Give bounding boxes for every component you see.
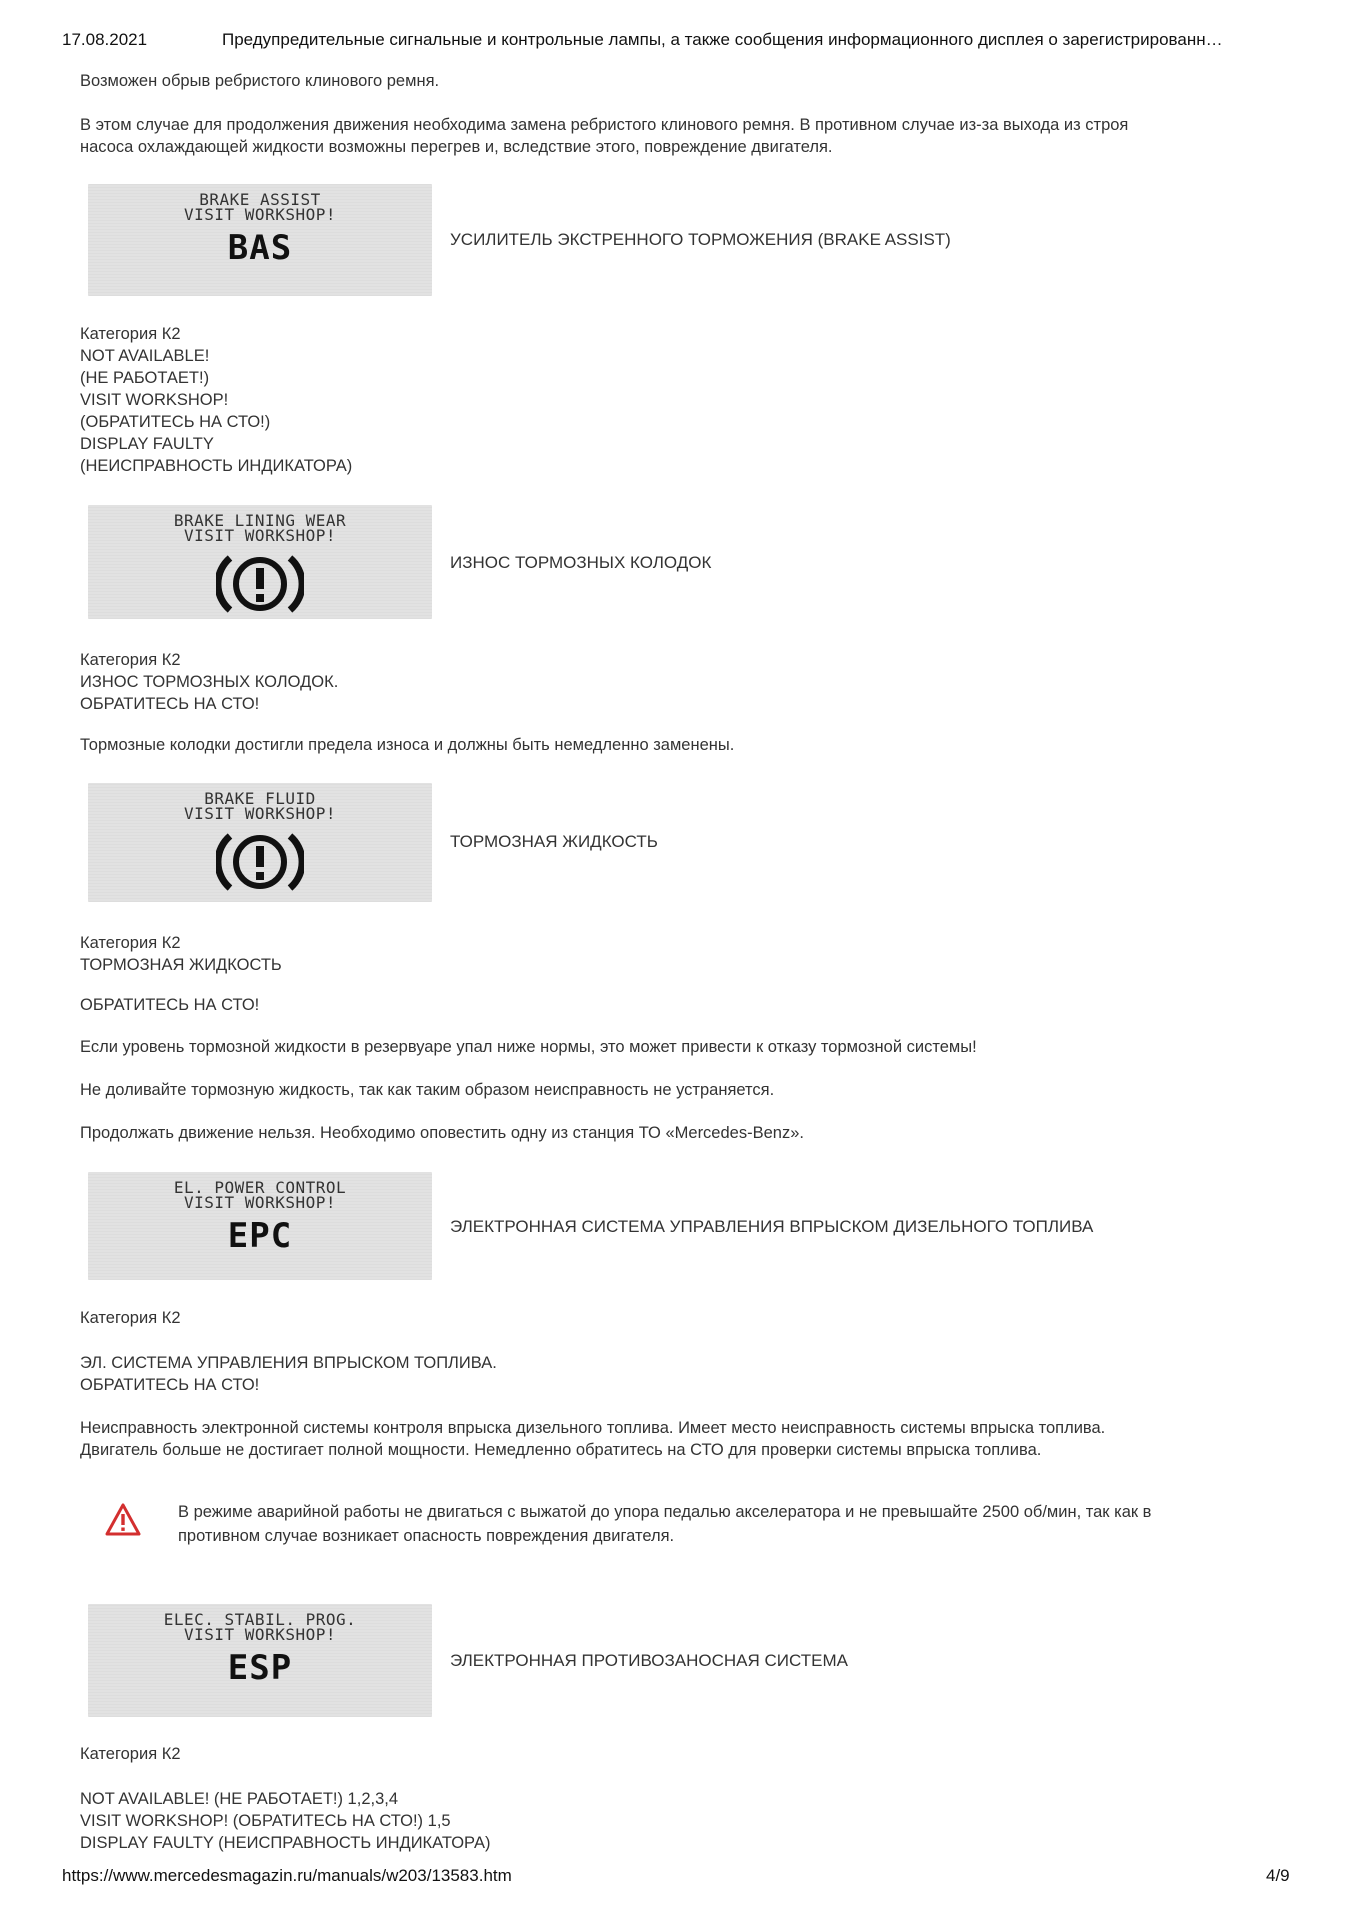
esp-detail-line: DISPLAY FAULTY (НЕИСПРАВНОСТЬ ИНДИКАТОРА) bbox=[80, 1834, 491, 1852]
bas-display-line-1: BRAKE ASSIST bbox=[199, 190, 321, 209]
fluid-detail-line: Категория К2 bbox=[80, 934, 181, 952]
intro-paragraph-2-line-2: насоса охлаждающей жидкости возможны перегрев и, вследствие этого, повреждение двигателя. bbox=[80, 138, 833, 156]
fluid-detail-line: ТОРМОЗНАЯ ЖИДКОСТЬ bbox=[80, 956, 282, 974]
esp-display-text bbox=[88, 1612, 432, 1642]
lining-detail-line: ОБРАТИТЕСЬ НА СТО! bbox=[80, 695, 260, 713]
lining-note: Тормозные колодки достигли предела износа и должны быть немедленно заменены. bbox=[80, 736, 735, 754]
brake-warning-icon bbox=[216, 549, 304, 619]
epc-caption: ЭЛЕКТРОННАЯ СИСТЕМА УПРАВЛЕНИЯ ВПРЫСКОМ ДИЗЕЛЬНОГО ТОПЛИВА bbox=[450, 1217, 1094, 1236]
lining-display-image bbox=[88, 505, 432, 619]
esp-category: Категория К2 bbox=[80, 1745, 181, 1763]
fluid-paragraph-1: ОБРАТИТЕСЬ НА СТО! bbox=[80, 996, 260, 1014]
esp-display-line-1: ELEC. STABIL. PROG. bbox=[163, 1610, 357, 1629]
epc-display-code: EPC bbox=[227, 1216, 293, 1256]
brake-warning-icon bbox=[216, 827, 304, 897]
bas-detail-line: VISIT WORKSHOP! bbox=[80, 391, 229, 409]
lining-display-text bbox=[88, 513, 432, 543]
epc-detail-line: ЭЛ. СИСТЕМА УПРАВЛЕНИЯ ВПРЫСКОМ ТОПЛИВА. bbox=[80, 1354, 497, 1372]
warning-text-line-1: В режиме аварийной работы не двигаться с выжатой до упора педалью акселератора и не превышайте 2500 об/мин, так как в bbox=[178, 1503, 1152, 1521]
bas-detail-line: Категория К2 bbox=[80, 325, 181, 343]
fluid-paragraph-4: Продолжать движение нельзя. Необходимо оповестить одну из станция ТО «Mercedes-Benz». bbox=[80, 1124, 804, 1142]
warning-text bbox=[178, 1500, 1298, 1548]
epc-display-line-2: VISIT WORKSHOP! bbox=[184, 1193, 336, 1212]
bas-detail-line: (НЕ РАБОТАЕТ!) bbox=[80, 369, 210, 387]
warning-text-line-2: противном случае возникает опасность повреждения двигателя. bbox=[178, 1527, 675, 1545]
lining-display-line-1: BRAKE LINING WEAR bbox=[173, 511, 347, 530]
epc-paragraph-line-2: Двигатель больше не достигает полной мощности. Немедленно обратитесь на СТО для проверки системы впрыска топлива. bbox=[80, 1441, 1042, 1459]
fluid-details bbox=[80, 932, 282, 976]
bas-detail-line: DISPLAY FAULTY bbox=[80, 435, 214, 453]
fluid-paragraph-2: Если уровень тормозной жидкости в резервуаре упал ниже нормы, это может привести к отказу тормозной системы! bbox=[80, 1038, 977, 1056]
bas-details bbox=[80, 323, 352, 477]
print-date: 17.08.2021 bbox=[62, 30, 148, 49]
esp-display-image bbox=[88, 1604, 432, 1717]
esp-detail-line: NOT AVAILABLE! (НЕ РАБОТАЕТ!) 1,2,3,4 bbox=[80, 1790, 399, 1808]
bas-detail-line: (ОБРАТИТЕСЬ НА СТО!) bbox=[80, 413, 271, 431]
print-title: Предупредительные сигнальные и контрольные лампы, а также сообщения информационного дисплея о зарегистрированн… bbox=[222, 30, 1223, 49]
intro-paragraph-2-line-1: В этом случае для продолжения движения необходима замена ребристого клинового ремня. В противном случае из-за выхода из строя bbox=[80, 116, 1129, 134]
esp-display-line-2: VISIT WORKSHOP! bbox=[184, 1625, 336, 1644]
fluid-display-line-1: BRAKE FLUID bbox=[204, 789, 316, 808]
fluid-caption: ТОРМОЗНАЯ ЖИДКОСТЬ bbox=[450, 832, 658, 851]
page-number: 4/9 bbox=[1266, 1866, 1290, 1885]
intro-paragraph-1: Возможен обрыв ребристого клинового ремня. bbox=[80, 72, 440, 90]
intro-paragraph-2 bbox=[80, 114, 1128, 158]
epc-details bbox=[80, 1352, 497, 1396]
bas-detail-line: (НЕИСПРАВНОСТЬ ИНДИКАТОРА) bbox=[80, 457, 353, 475]
epc-paragraph bbox=[80, 1417, 1105, 1461]
lining-detail-line: Категория К2 bbox=[80, 651, 181, 669]
esp-details bbox=[80, 1788, 490, 1854]
epc-display-line-1: EL. POWER CONTROL bbox=[173, 1178, 347, 1197]
lining-display-line-2: VISIT WORKSHOP! bbox=[184, 526, 336, 545]
epc-category: Категория К2 bbox=[80, 1309, 181, 1327]
fluid-display-image bbox=[88, 783, 432, 902]
lining-detail-line: ИЗНОС ТОРМОЗНЫХ КОЛОДОК. bbox=[80, 673, 339, 691]
lining-details bbox=[80, 649, 338, 715]
bas-caption: УСИЛИТЕЛЬ ЭКСТРЕННОГО ТОРМОЖЕНИЯ (BRAKE ASSIST) bbox=[450, 230, 951, 249]
esp-caption: ЭЛЕКТРОННАЯ ПРОТИВОЗАНОСНАЯ СИСТЕМА bbox=[450, 1651, 848, 1670]
bas-display-image bbox=[88, 184, 432, 296]
epc-paragraph-line-1: Неисправность электронной системы контроля впрыска дизельного топлива. Имеет место неисправность системы впрыска топлива. bbox=[80, 1419, 1106, 1437]
fluid-display-line-2: VISIT WORKSHOP! bbox=[184, 804, 336, 823]
warning-triangle-icon bbox=[104, 1502, 142, 1538]
epc-detail-line: ОБРАТИТЕСЬ НА СТО! bbox=[80, 1376, 260, 1394]
epc-display-text bbox=[88, 1180, 432, 1210]
source-url: https://www.mercedesmagazin.ru/manuals/w203/13583.htm bbox=[62, 1866, 512, 1885]
fluid-paragraph-3: Не доливайте тормозную жидкость, так как таким образом неисправность не устраняется. bbox=[80, 1081, 775, 1099]
bas-display-text bbox=[88, 192, 432, 222]
bas-display-code: BAS bbox=[227, 228, 293, 268]
bas-display-line-2: VISIT WORKSHOP! bbox=[184, 205, 336, 224]
fluid-display-text bbox=[88, 791, 432, 821]
epc-display-image bbox=[88, 1172, 432, 1280]
lining-caption: ИЗНОС ТОРМОЗНЫХ КОЛОДОК bbox=[450, 553, 712, 572]
esp-detail-line: VISIT WORKSHOP! (ОБРАТИТЕСЬ НА СТО!) 1,5 bbox=[80, 1812, 451, 1830]
esp-display-code: ESP bbox=[227, 1648, 293, 1688]
bas-detail-line: NOT AVAILABLE! bbox=[80, 347, 210, 365]
